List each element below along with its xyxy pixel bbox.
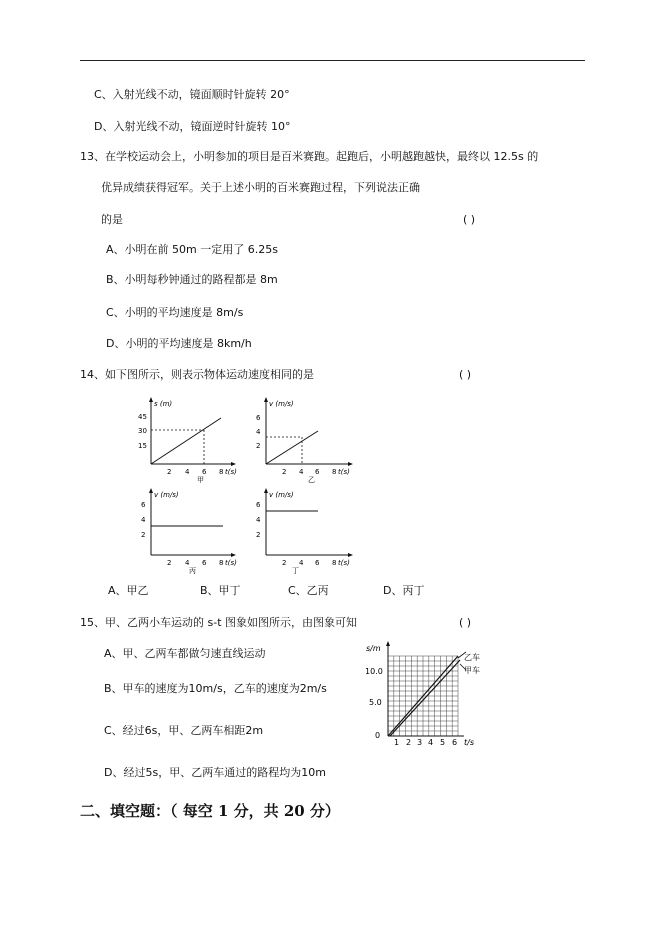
graph-line bbox=[266, 431, 318, 464]
graph-ytick: 10.0 bbox=[365, 667, 383, 676]
graph-xtick: 5 bbox=[440, 738, 446, 747]
q14-option-a: A、甲乙 bbox=[108, 584, 149, 597]
graph-xtick: 6 bbox=[315, 468, 320, 476]
graph-xtick: 2 bbox=[406, 738, 412, 747]
q13-option-b: B、小明每秒钟通过的路程都是 8m bbox=[106, 273, 278, 286]
q15-option-d: D、经过5s，甲、乙两车通过的路程均为10m bbox=[104, 766, 326, 779]
graph-ytick: 45 bbox=[138, 413, 147, 421]
q14-option-c: C、乙丙 bbox=[288, 584, 329, 597]
graph-ytick: 4 bbox=[141, 516, 146, 524]
graph-ytick: 2 bbox=[256, 531, 261, 539]
q15-option-a: A、甲、乙两车都做匀速直线运动 bbox=[104, 647, 266, 660]
q13-answer-paren: ( ) bbox=[463, 213, 476, 226]
graph-label-yi: 乙车 bbox=[464, 653, 480, 662]
graph-ytick: 6 bbox=[141, 501, 146, 509]
graph-origin: 0 bbox=[375, 731, 381, 740]
graph-caption: 甲 bbox=[197, 476, 204, 484]
graph-ytick: 15 bbox=[138, 442, 147, 450]
graph-y-label: v (m/s) bbox=[269, 491, 294, 499]
graph-xtick: 4 bbox=[299, 559, 304, 567]
graph-xtick: 4 bbox=[185, 468, 190, 476]
graph-xtick: 4 bbox=[428, 738, 434, 747]
graph-caption: 丙 bbox=[189, 567, 196, 575]
graph-x-label: t(s) bbox=[225, 559, 237, 567]
graph-xtick: 8 bbox=[332, 468, 337, 476]
q14-answer-paren: ( ) bbox=[459, 368, 472, 381]
q13-stem-line1: 13、在学校运动会上，小明参加的项目是百米赛跑。起跑后，小明越跑越快，最终以 12.5s 的 bbox=[80, 150, 539, 163]
graph-ytick: 4 bbox=[256, 428, 261, 436]
q14-stem: 14、如下图所示，则表示物体运动速度相同的是 bbox=[80, 368, 314, 381]
q14-option-b: B、甲丁 bbox=[200, 584, 241, 597]
graph-xtick: 8 bbox=[219, 559, 224, 567]
graph-xtick: 6 bbox=[202, 468, 207, 476]
q12-option-c: C、入射光线不动，镜面顺时针旋转 20° bbox=[94, 88, 290, 101]
q13-option-a: A、小明在前 50m 一定用了 6.25s bbox=[106, 243, 278, 256]
graph-ytick: 2 bbox=[141, 531, 146, 539]
graph-y-label: s (m) bbox=[154, 400, 173, 408]
q15-answer-paren: ( ) bbox=[459, 616, 472, 629]
graph-line bbox=[151, 418, 221, 464]
graph-xtick: 4 bbox=[185, 559, 190, 567]
q15-option-c: C、经过6s，甲、乙两车相距2m bbox=[104, 724, 264, 737]
q13-stem-line2: 优异成绩获得冠军。关于上述小明的百米赛跑过程，下列说法正确 bbox=[101, 181, 420, 194]
graph-y-label: v (m/s) bbox=[154, 491, 179, 499]
graph-ytick: 4 bbox=[256, 516, 261, 524]
graph-xtick: 8 bbox=[219, 468, 224, 476]
graph-x-label: t(s) bbox=[338, 468, 350, 476]
q13-stem-line3: 的是 bbox=[101, 213, 123, 226]
graph-xtick: 2 bbox=[167, 468, 172, 476]
graph-xtick: 6 bbox=[452, 738, 458, 747]
graph-xtick: 6 bbox=[202, 559, 207, 567]
graph-xtick: 6 bbox=[315, 559, 320, 567]
q13-option-d: D、小明的平均速度是 8km/h bbox=[106, 337, 252, 350]
q12-option-d: D、入射光线不动，镜面逆时针旋转 10° bbox=[94, 120, 291, 133]
graph-xtick: 4 bbox=[299, 468, 304, 476]
graph-x-label: t(s) bbox=[225, 468, 237, 476]
q15-stem: 15、甲、乙两小车运动的 s-t 图象如图所示，由图象可知 bbox=[80, 616, 358, 629]
q13-option-c: C、小明的平均速度是 8m/s bbox=[106, 306, 244, 319]
graph-xtick: 2 bbox=[282, 468, 287, 476]
graph-y-label: v (m/s) bbox=[269, 400, 294, 408]
q15-st-graph bbox=[364, 640, 494, 750]
graph-label-jia: 甲车 bbox=[464, 666, 480, 675]
graph-ytick: 2 bbox=[256, 442, 261, 450]
graph-xtick: 3 bbox=[417, 738, 423, 747]
q14-graph-bing bbox=[133, 485, 238, 575]
graph-ytick: 30 bbox=[138, 427, 147, 435]
q14-graph-ding bbox=[248, 485, 358, 575]
graph-caption: 丁 bbox=[292, 567, 299, 575]
graph-ytick: 5.0 bbox=[369, 698, 382, 707]
q14-option-d: D、丙丁 bbox=[383, 584, 425, 597]
graph-x-label: t/s bbox=[464, 738, 474, 747]
graph-xtick: 1 bbox=[394, 738, 400, 747]
graph-ytick: 6 bbox=[256, 501, 261, 509]
graph-line-jia bbox=[390, 660, 460, 736]
graph-xtick: 8 bbox=[332, 559, 337, 567]
graph-ytick: 6 bbox=[256, 414, 261, 422]
graph-caption: 乙 bbox=[308, 476, 315, 484]
header-rule bbox=[80, 60, 585, 61]
q14-graph-yi bbox=[248, 394, 358, 484]
graph-y-label: s/m bbox=[366, 644, 381, 653]
q14-graph-jia bbox=[133, 394, 238, 484]
section-2-heading: 二、填空题：（ 每空 1 分，共 20 分） bbox=[80, 802, 340, 820]
graph-xtick: 2 bbox=[282, 559, 287, 567]
q15-option-b: B、甲车的速度为10m/s，乙车的速度为2m/s bbox=[104, 682, 327, 695]
graph-x-label: t(s) bbox=[338, 559, 350, 567]
graph-xtick: 2 bbox=[167, 559, 172, 567]
